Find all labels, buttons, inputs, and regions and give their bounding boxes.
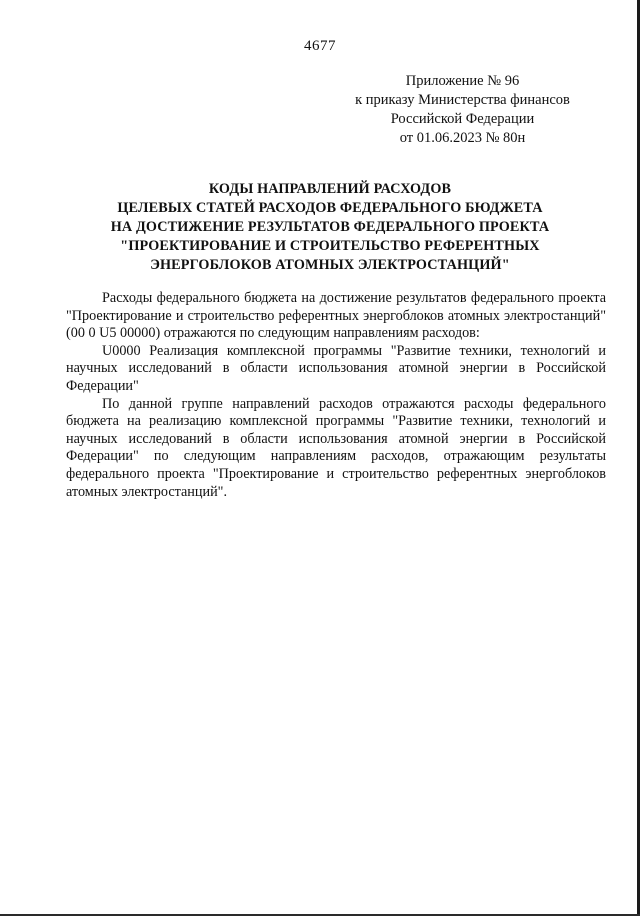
- title-line: ЭНЕРГОБЛОКОВ АТОМНЫХ ЭЛЕКТРОСТАНЦИЙ": [150, 257, 510, 273]
- appendix-country: Российской Федерации: [390, 111, 535, 127]
- appendix-date: от 01.06.2023 № 80н: [399, 130, 526, 146]
- title-line: НА ДОСТИЖЕНИЕ РЕЗУЛЬТАТОВ ФЕДЕРАЛЬНОГО ПРОЕКТА: [110, 219, 550, 235]
- title-line: КОДЫ НАПРАВЛЕНИЙ РАСХОДОВ: [208, 181, 452, 197]
- paragraph-code-u0000: U0000 Реализация комплексной программы "Развитие техники, технологий и научных исследований в области использования атомной энергии в Российской Федерации": [66, 342, 606, 394]
- appendix-block: [340, 72, 585, 148]
- paragraph-description: По данной группе направлений расходов отражаются расходы федерального бюджета на реализацию комплексной программы "Развитие техники, технологий и научных исследований в области использования атомной энергии в Российской Федерации" по следующим направлениям расходов, отражающим результаты федерального проекта "Проектирование и строительство референтных энергоблоков атомных электростанций".: [66, 395, 606, 500]
- paragraph-intro: Расходы федерального бюджета на достижение результатов федерального проекта "Проектирование и строительство референтных энергоблоков атомных электростанций" (00 0 U5 00000) отражаются по следующим направлениям расходов:: [66, 290, 606, 342]
- document-body: [66, 290, 606, 501]
- page-number: 4677: [304, 38, 336, 54]
- appendix-order-ref: к приказу Министерства финансов: [355, 92, 570, 108]
- document-title: [40, 180, 620, 275]
- title-line: ЦЕЛЕВЫХ СТАТЕЙ РАСХОДОВ ФЕДЕРАЛЬНОГО БЮДЖЕТА: [117, 200, 543, 216]
- title-line: "ПРОЕКТИРОВАНИЕ И СТРОИТЕЛЬСТВО РЕФЕРЕНТНЫХ: [120, 238, 540, 254]
- appendix-number: Приложение № 96: [405, 73, 520, 89]
